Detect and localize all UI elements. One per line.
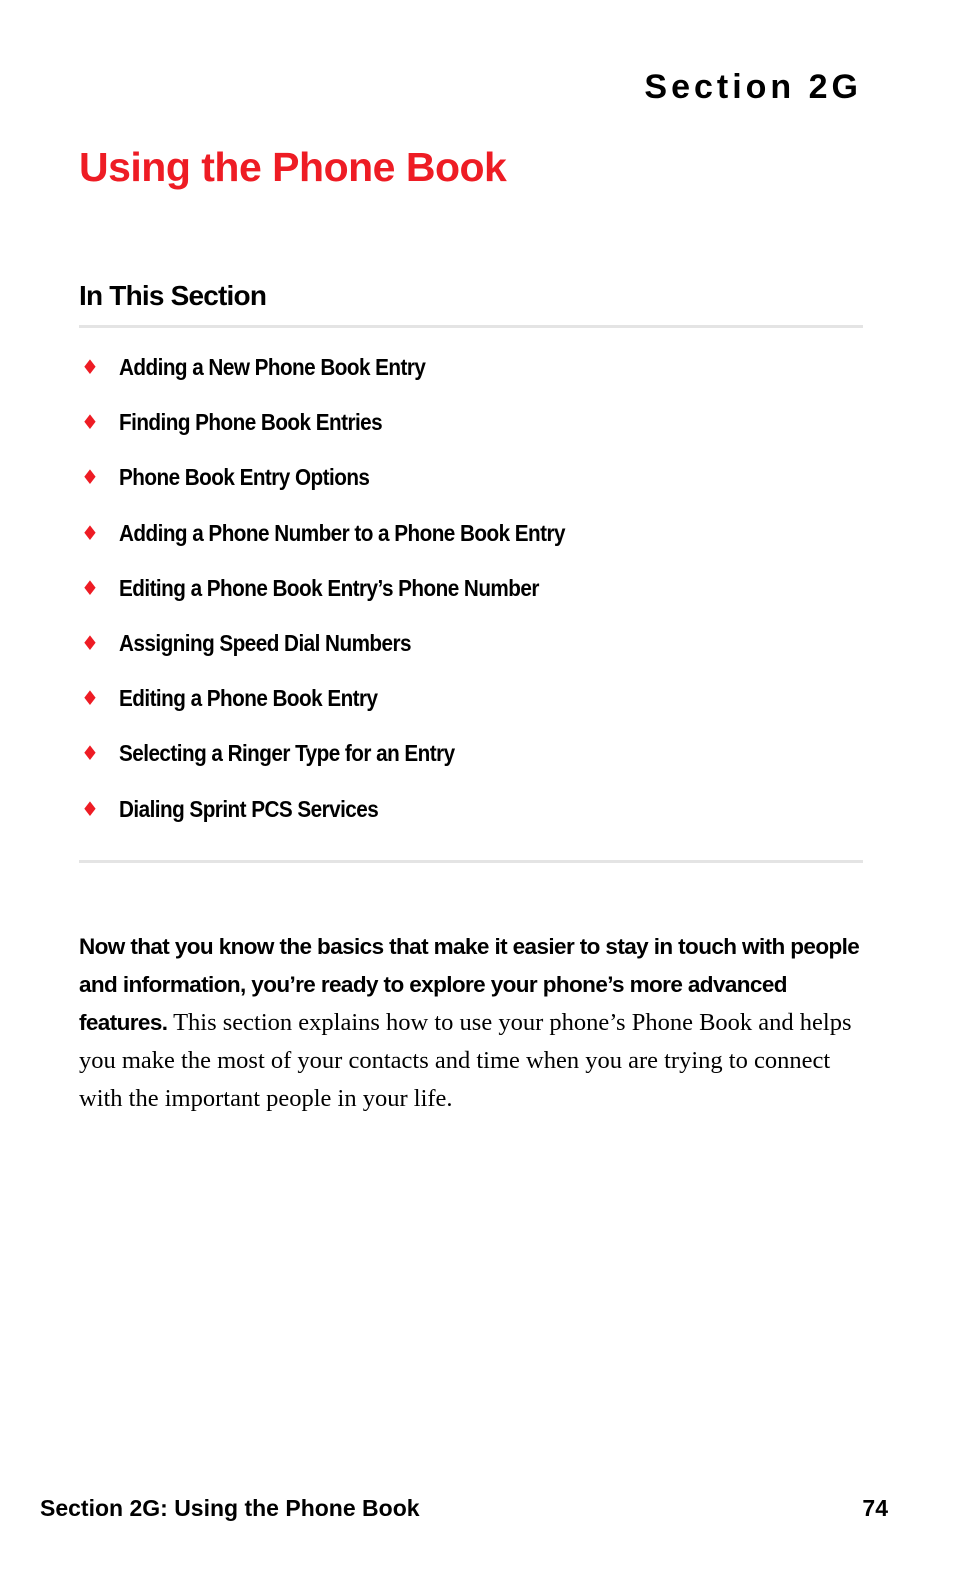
toc-item-label: Finding Phone Book Entries bbox=[119, 409, 383, 436]
intro-paragraph bbox=[79, 928, 869, 1118]
page-title: Using the Phone Book bbox=[79, 144, 507, 190]
diamond-icon: ♦ bbox=[81, 630, 99, 655]
intro-lead: Now that you know the basics that make it easier to stay in touch with people and information, you’re ready to explore your phone’s more advanced features. bbox=[79, 934, 860, 1035]
toc-item[interactable] bbox=[79, 571, 863, 626]
diamond-icon: ♦ bbox=[81, 355, 99, 379]
toc-item[interactable] bbox=[79, 405, 863, 460]
toc-item[interactable] bbox=[79, 736, 863, 791]
intro-body: This section explains how to use your phone’s Phone Book and helps you make the most of your contacts and time when you are trying to connect with the important people in your life. bbox=[79, 1009, 852, 1112]
toc-bottom-divider bbox=[79, 860, 863, 863]
toc-item-label: Adding a New Phone Book Entry bbox=[119, 354, 426, 380]
toc-item[interactable] bbox=[79, 350, 863, 405]
diamond-icon: ♦ bbox=[81, 410, 99, 435]
toc-item[interactable] bbox=[79, 681, 863, 736]
toc-item-label: Adding a Phone Number to a Phone Book Entry bbox=[119, 519, 566, 546]
toc-top-divider bbox=[79, 325, 863, 328]
toc-item[interactable] bbox=[79, 516, 863, 571]
toc-item[interactable] bbox=[79, 792, 863, 847]
toc-item-label: Editing a Phone Book Entry bbox=[119, 685, 378, 712]
toc-item-label: Assigning Speed Dial Numbers bbox=[119, 629, 412, 656]
toc-heading: In This Section bbox=[79, 280, 267, 311]
toc-item-label: Editing a Phone Book Entry’s Phone Number bbox=[119, 574, 539, 601]
toc-item-label: Phone Book Entry Options bbox=[119, 464, 370, 491]
diamond-icon: ♦ bbox=[81, 686, 99, 711]
toc-list bbox=[79, 350, 863, 847]
section-label: Section 2G bbox=[644, 68, 862, 106]
diamond-icon: ♦ bbox=[81, 465, 99, 490]
diamond-icon: ♦ bbox=[81, 575, 99, 600]
diamond-icon: ♦ bbox=[81, 741, 99, 766]
toc-item-label: Selecting a Ringer Type for an Entry bbox=[119, 740, 455, 767]
toc-item-label: Dialing Sprint PCS Services bbox=[119, 795, 379, 822]
diamond-icon: ♦ bbox=[81, 796, 99, 821]
toc-item[interactable] bbox=[79, 460, 863, 515]
page-number: 74 bbox=[862, 1495, 888, 1521]
footer-running-title: Section 2G: Using the Phone Book bbox=[40, 1495, 420, 1521]
diamond-icon: ♦ bbox=[81, 520, 99, 545]
toc-item[interactable] bbox=[79, 626, 863, 681]
